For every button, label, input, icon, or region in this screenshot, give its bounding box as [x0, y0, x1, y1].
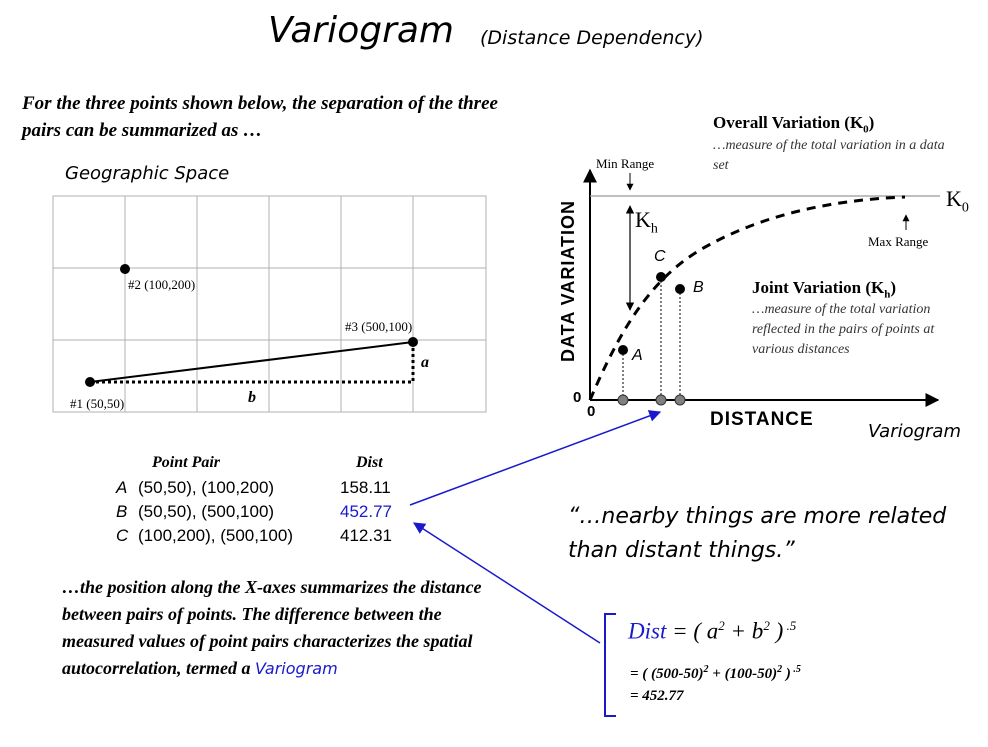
row-key: B: [116, 502, 128, 521]
x-marker-b: [675, 395, 685, 405]
segment-1-3: [90, 342, 413, 382]
zero-y-label: 0: [573, 389, 582, 406]
quote-text: “…nearby things are more related than distant things.”: [568, 504, 947, 563]
jv-close: ): [890, 278, 897, 297]
point-3: [408, 337, 418, 347]
point-1: [85, 377, 95, 387]
jv-sub: h: [884, 288, 891, 301]
f1-c: ): [782, 666, 791, 682]
variogram-caption: Variogram: [868, 421, 961, 442]
formula-mid: + b: [724, 618, 764, 644]
ov-sub: 0: [863, 123, 869, 136]
k0-sub: 0: [961, 200, 969, 216]
intro-text: For the three points shown below, the separation of the three pairs can be summarized as …: [22, 93, 498, 141]
row-dist: 412.31: [340, 526, 392, 545]
kh-sub: h: [650, 221, 658, 237]
side-b-label: b: [248, 389, 256, 406]
row-pair: (100,200), (500,100): [138, 526, 293, 545]
row-pair: (50,50), (500,100): [138, 502, 275, 521]
min-range-label: Min Range: [596, 156, 655, 171]
formula-lhs: Dist: [628, 618, 667, 644]
row-pair: (50,50), (100,200): [138, 478, 275, 497]
point-1-label: #1 (50,50): [70, 396, 125, 411]
vario-point-c-label: C: [654, 248, 666, 265]
explanation-body: …the position along the X-axes summarizes the distance between pairs of points. The difference between the measured values of point pairs characterizes the spatial autocorrelation, termed a: [62, 577, 482, 678]
k0-label: [946, 186, 969, 216]
zero-x-label: 0: [587, 403, 596, 420]
f1-exp: .5: [790, 664, 801, 675]
x-marker-a: [618, 395, 628, 405]
point-2-label: #2 (100,200): [128, 277, 196, 292]
side-a-label: a: [421, 354, 429, 371]
vario-point-a-label: A: [632, 347, 643, 364]
arrow-table-to-variogram: [410, 412, 660, 505]
formula-sq-a: 2: [718, 618, 725, 633]
y-axis-label: DATA VARIATION: [558, 200, 578, 362]
f1-b: + (100-50): [708, 666, 778, 682]
overall-variation-title: [713, 113, 874, 135]
page-subtitle: (Distance Dependency): [480, 27, 704, 49]
joint-variation-title: [752, 278, 896, 300]
table-row: [116, 526, 293, 546]
row-key: C: [116, 526, 129, 545]
point-3-label: #3 (500,100): [345, 319, 413, 334]
page-title: Variogram: [268, 10, 454, 51]
formula-sq-b: 2: [763, 618, 770, 633]
vario-point-b-label: B: [693, 279, 704, 296]
jv-title-text: Joint Variation (K: [752, 278, 885, 297]
geographic-space-label: Geographic Space: [65, 163, 230, 184]
table-header-pair: Point Pair: [152, 454, 221, 471]
joint-variation-desc: …measure of the total variation reflected in the pairs of points at various distances: [752, 302, 935, 357]
kh-label: [635, 207, 658, 237]
row-dist-highlight: 452.77: [340, 502, 392, 521]
formula-line-2: = 452.77: [630, 688, 684, 704]
formula-bracket: [605, 614, 616, 716]
vario-point-c: [656, 272, 666, 282]
table-row: [116, 502, 274, 522]
table-row: [116, 478, 274, 498]
f1-sq-b: 2: [777, 664, 783, 675]
vario-point-a: [618, 345, 628, 355]
formula-main: [628, 618, 796, 645]
table-header-dist: Dist: [356, 454, 383, 471]
k0-text: K: [946, 186, 962, 211]
geographic-grid: [53, 196, 486, 412]
row-dist: 158.11: [340, 478, 391, 497]
formula-open: = ( a: [666, 618, 719, 644]
kh-text: K: [635, 207, 651, 232]
x-axis-label: DISTANCE: [710, 409, 814, 430]
explanation-text: [62, 574, 492, 682]
variogram-link[interactable]: Variogram: [255, 659, 338, 678]
formula-close: ): [769, 618, 784, 644]
overall-variation-desc: …measure of the total variation in a data set: [713, 138, 945, 173]
ov-close: ): [868, 113, 875, 132]
max-range-label: Max Range: [868, 234, 929, 249]
f1-sq-a: 2: [703, 664, 709, 675]
ov-title-text: Overall Variation (K: [713, 113, 864, 132]
row-key: A: [116, 478, 128, 497]
vario-point-b: [675, 284, 685, 294]
x-marker-c: [656, 395, 666, 405]
f1-a: = ( (500-50): [630, 666, 704, 682]
formula-line-1: [630, 664, 801, 683]
formula-exp: .5: [783, 618, 797, 633]
point-2: [120, 264, 130, 274]
